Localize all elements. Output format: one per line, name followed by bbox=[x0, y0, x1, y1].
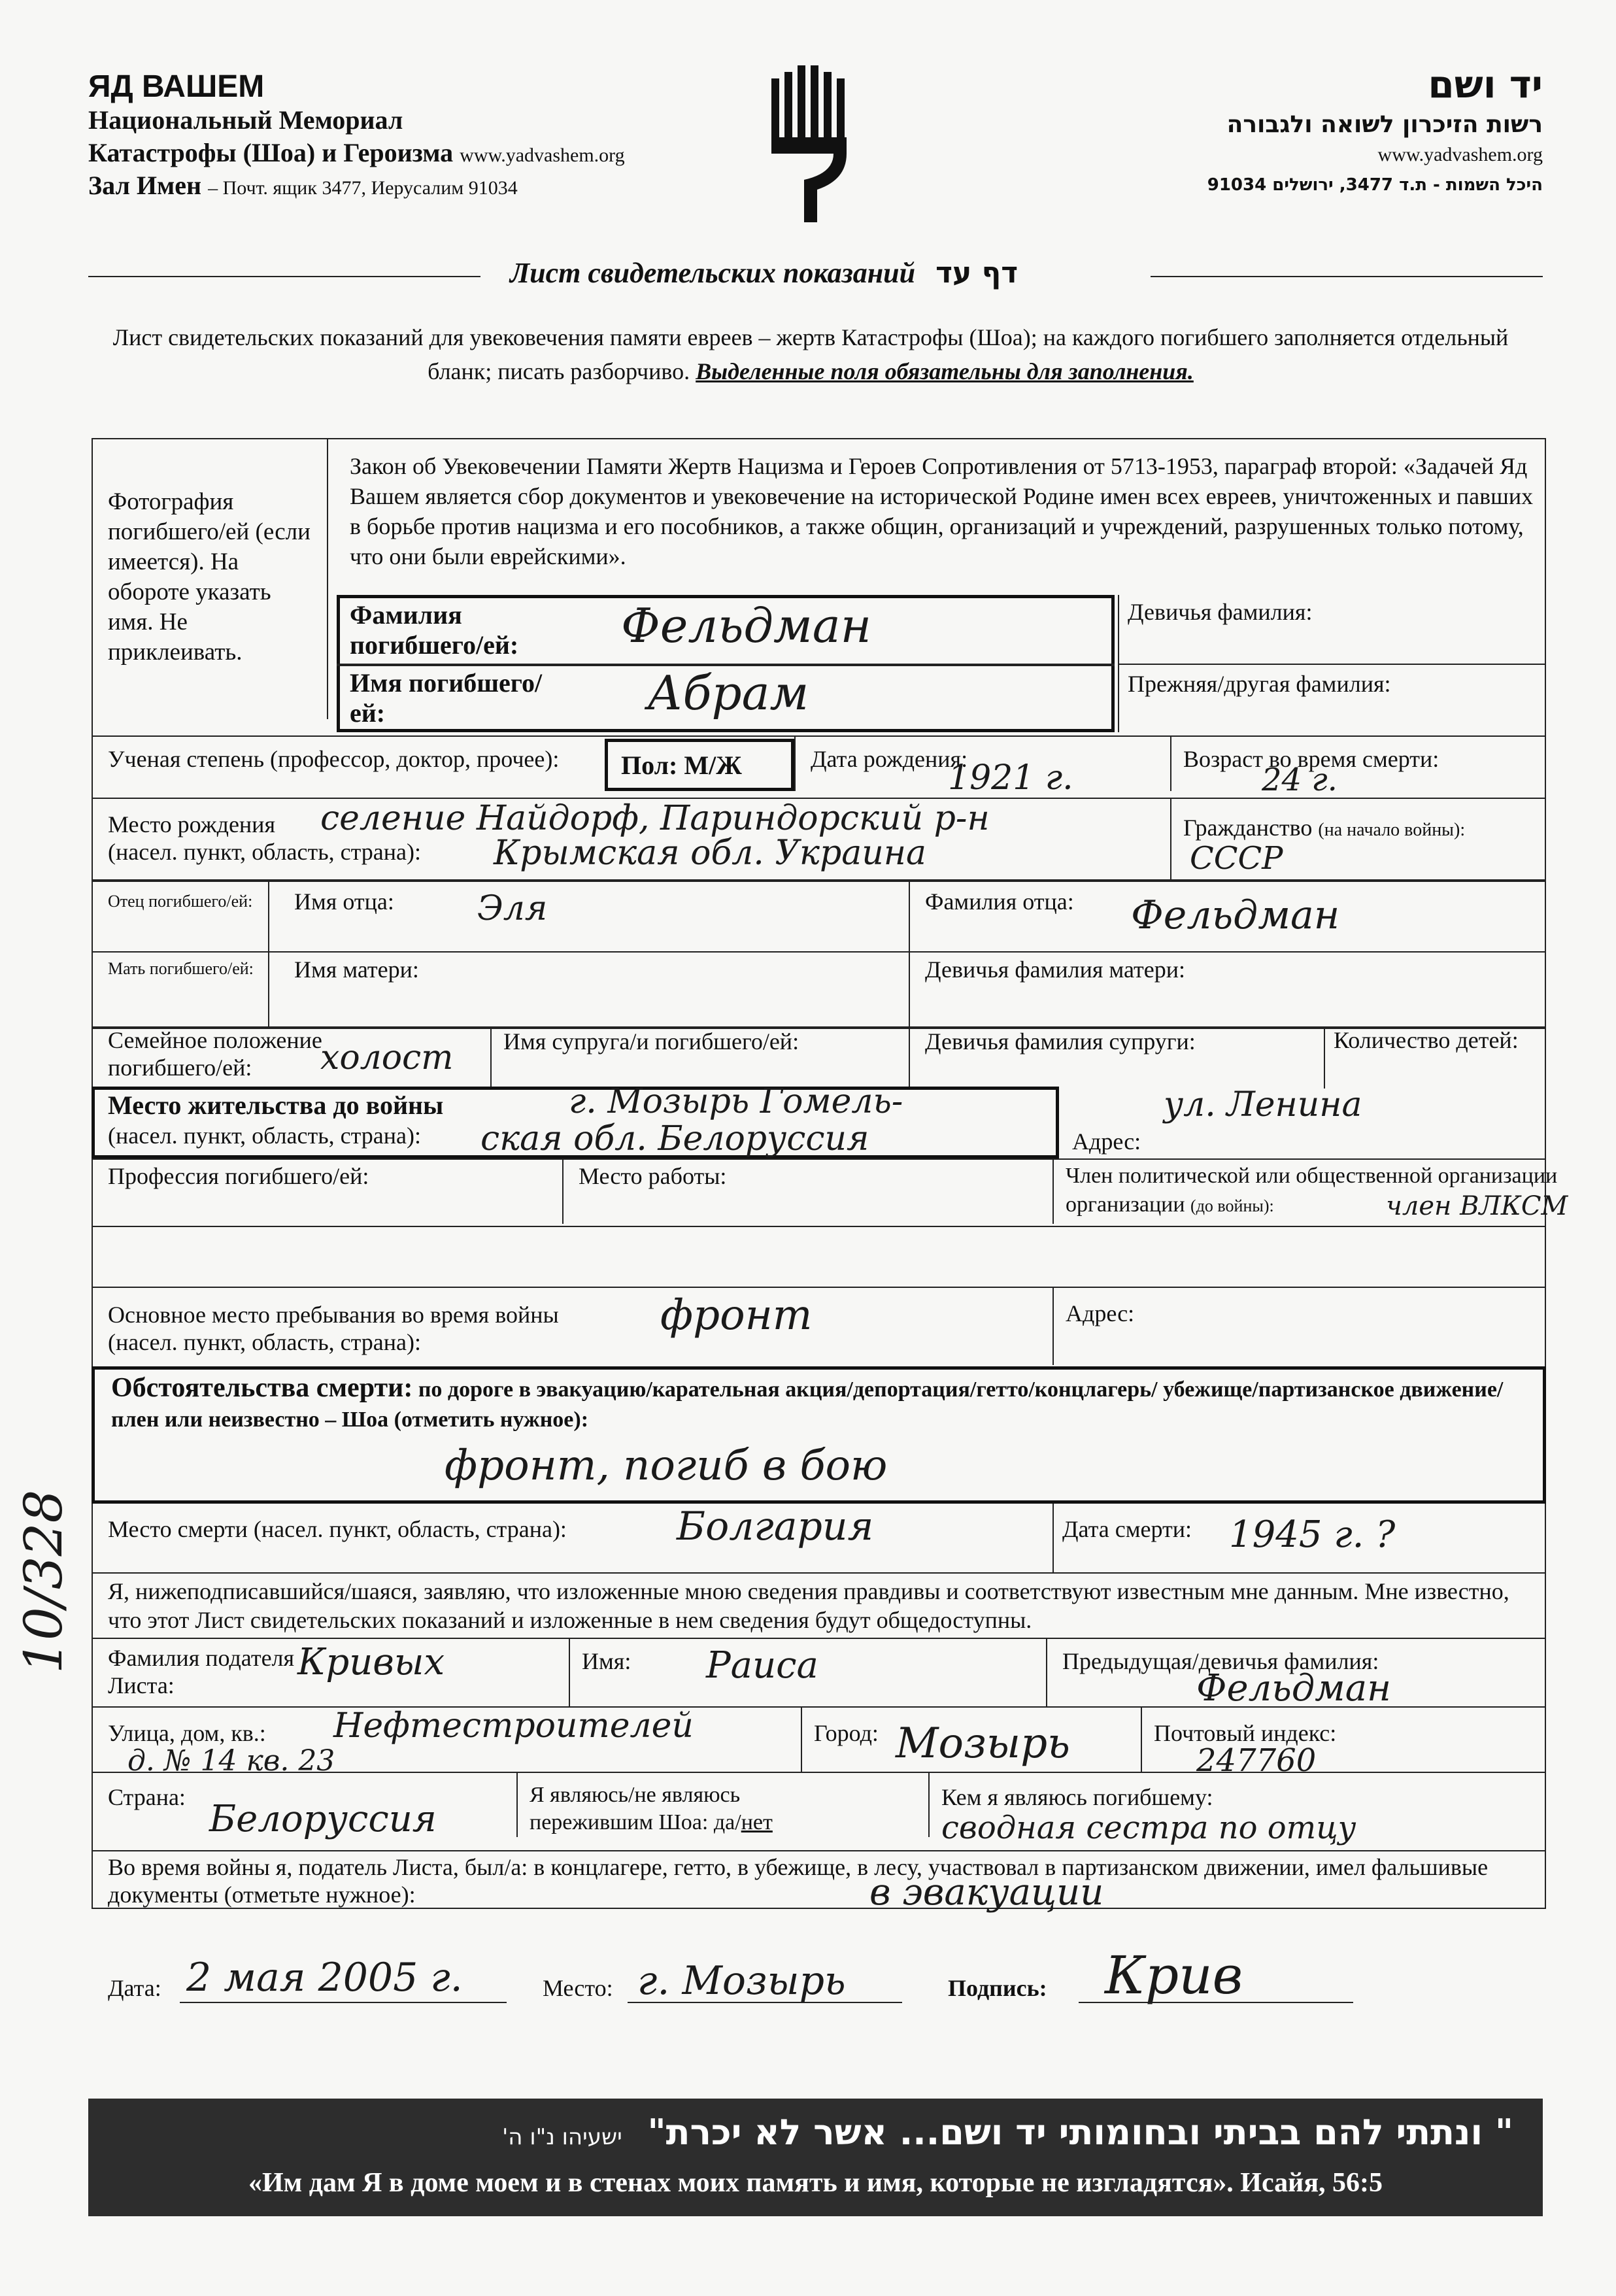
first-name-value[interactable]: Абрам bbox=[647, 666, 809, 720]
wartime-submitter-label: Во время войны я, податель Листа, был/а: в концлагере, гетто, в убежище, в лесу, участвовал в партизанском движении, имел фальшивые документы (отметьте нужное): bbox=[108, 1854, 1489, 1908]
submitter-surname-label: Фамилия подателя Листа: bbox=[108, 1645, 295, 1698]
death-date-value[interactable]: 1945 г. ? bbox=[1229, 1513, 1396, 1556]
surname-label: Фамилия погибшего/ей: bbox=[350, 600, 519, 660]
city-label: Город: bbox=[814, 1720, 879, 1746]
footer-quote-he-text: " ונתתי להם בביתי ובחומותי יד ושם... אשר לא יכרת" bbox=[647, 2112, 1513, 2153]
title-rule-left bbox=[88, 276, 480, 277]
country-value[interactable]: Белоруссия bbox=[209, 1798, 437, 1840]
date-label: Дата: bbox=[108, 1975, 161, 2001]
org-name-ru: ЯД ВАШЕМ bbox=[88, 69, 265, 104]
father-name-label: Имя отца: bbox=[294, 888, 394, 915]
yad-vashem-logo bbox=[765, 65, 856, 229]
death-circ-options: по дороге в эвакуацию/карательная акция/депортация/гетто/концлагерь/ убежище/партизанское движение/плен или неизвестно – Шоа (отметить нужное): bbox=[111, 1377, 1504, 1432]
maiden-row-rule bbox=[1118, 664, 1546, 665]
membership-divider bbox=[1052, 1158, 1054, 1224]
intro-text bbox=[98, 320, 1523, 388]
citizenship-value[interactable]: СССР bbox=[1190, 840, 1283, 877]
spouse-divider bbox=[490, 1026, 492, 1089]
marital-label: Семейное положение погибшего/ей: bbox=[108, 1027, 322, 1081]
city-value[interactable]: Мозырь bbox=[896, 1719, 1070, 1768]
citizenship-divider bbox=[1170, 798, 1171, 879]
row-rule-4 bbox=[92, 951, 1546, 953]
age-value[interactable]: 24 г. bbox=[1262, 762, 1338, 798]
death-circumstances-value[interactable]: фронт, погиб в бою bbox=[445, 1442, 888, 1490]
residence-sub: (насел. пункт, область, страна): bbox=[108, 1123, 422, 1149]
birth-place-value-1[interactable]: селение Найдорф, Париндорский р-н bbox=[320, 799, 990, 838]
survivor-text: Я являюсь/не являюсь пережившим Шоа: bbox=[530, 1783, 741, 1834]
birth-date-value[interactable]: 1921 г. bbox=[948, 758, 1073, 798]
father-surname-label: Фамилия отца: bbox=[925, 888, 1074, 915]
footer-ref-he: ישעיהו נ"ו ה' bbox=[501, 2124, 622, 2150]
relation-label: Кем я являюсь погибшему: bbox=[941, 1784, 1213, 1810]
citizenship-sub: (на начало войны): bbox=[1318, 820, 1466, 840]
age-label: Возраст во время смерти: bbox=[1183, 746, 1439, 772]
membership-sub bbox=[1066, 1191, 1274, 1220]
residence-label: Место жительства до войны bbox=[108, 1090, 444, 1120]
postal-label: Почтовый индекс: bbox=[1154, 1720, 1337, 1746]
mother-name-label: Имя матери: bbox=[294, 956, 419, 983]
photo-box-instructions: Фотография погибшего/ей (если имеется). На обороте указать имя. Не приклеивать. bbox=[108, 488, 311, 666]
residence-value-2[interactable]: ская обл. Белоруссия bbox=[480, 1119, 869, 1158]
submitter-prev-divider bbox=[1046, 1638, 1047, 1706]
street-value-1[interactable]: Нефтестроителей bbox=[333, 1706, 694, 1746]
father-surname-divider bbox=[909, 879, 910, 1026]
signature-value[interactable]: Крив bbox=[1105, 1945, 1243, 2006]
survivor-label bbox=[530, 1781, 856, 1836]
degree-label: Ученая степень (профессор, доктор, прочее): bbox=[108, 746, 560, 772]
city-divider bbox=[801, 1706, 802, 1772]
mother-maiden-label: Девичья фамилия матери: bbox=[925, 956, 1186, 983]
footer-quote-ru: «Им дам Я в доме моем и в стенах моих память и имя, которые не изгладятся». Исайя, 56:5 bbox=[248, 2168, 1383, 2198]
marital-value[interactable]: холост bbox=[320, 1038, 454, 1077]
row-rule-9 bbox=[92, 1572, 1546, 1574]
intro-emphasis: Выделенные поля обязательны для заполнения. bbox=[696, 358, 1194, 384]
wartime-address-divider bbox=[1052, 1287, 1054, 1365]
website-ru: www.yadvashem.org bbox=[460, 144, 625, 166]
title-rule-right bbox=[1151, 276, 1543, 277]
footer-banner bbox=[88, 2099, 1543, 2216]
country-label: Страна: bbox=[108, 1784, 186, 1810]
former-name-label: Прежняя/другая фамилия: bbox=[1128, 671, 1391, 697]
place-underline bbox=[628, 2002, 902, 2003]
birth-place-label: Место рождения bbox=[108, 811, 276, 837]
postal-divider bbox=[1141, 1706, 1142, 1772]
row-rule-1 bbox=[92, 735, 1546, 737]
maiden-name-label: Девичья фамилия: bbox=[1128, 599, 1313, 625]
margin-number: 10/328 bbox=[13, 1489, 74, 1674]
place-value[interactable]: г. Мозырь bbox=[637, 1958, 846, 2004]
submitter-prev-value[interactable]: Фельдман bbox=[1196, 1667, 1391, 1710]
profession-label: Профессия погибшего/ей: bbox=[108, 1163, 369, 1189]
photo-box-divider bbox=[327, 438, 328, 719]
place-label: Место: bbox=[543, 1975, 613, 2001]
residence-value-1[interactable]: г. Мозырь Гомель- bbox=[569, 1082, 903, 1121]
children-label: Количество детей: bbox=[1334, 1027, 1519, 1053]
row-rule-6 bbox=[92, 1158, 1546, 1160]
org-subtitle-he: רשות הזיכרון לשואה ולגבורה bbox=[1226, 111, 1543, 138]
father-name-value[interactable]: Эля bbox=[477, 889, 548, 928]
declaration-text: Я, нижеподписавшийся/шаяся, заявляю, что изложенные мною сведения правдивы и соответствуют известным мне данным. Мне известно, что этот Лист свидетельских показаний и изложенные в нем сведения будут общедоступны. bbox=[108, 1578, 1509, 1633]
form-title bbox=[510, 256, 1018, 290]
death-circ-title: Обстоятельства смерти: bbox=[111, 1373, 413, 1403]
row-rule-3 bbox=[92, 879, 1546, 882]
wartime-address-label: Адрес: bbox=[1066, 1300, 1135, 1326]
death-place-label: Место смерти (насел. пункт, область, страна): bbox=[108, 1516, 567, 1542]
workplace-divider bbox=[562, 1158, 564, 1224]
father-divider bbox=[268, 879, 269, 1026]
wartime-submitter-value[interactable]: в эвакуации bbox=[869, 1871, 1104, 1914]
footer-quote-he bbox=[271, 2112, 1513, 2153]
org-hall bbox=[88, 170, 518, 201]
children-divider bbox=[1324, 1026, 1325, 1089]
surname-value[interactable]: Фельдман bbox=[621, 598, 872, 653]
membership-sub-text: организации bbox=[1066, 1192, 1185, 1217]
website-he: www.yadvashem.org bbox=[1377, 144, 1543, 165]
death-circumstances-text bbox=[111, 1373, 1530, 1435]
age-divider bbox=[1170, 735, 1171, 791]
sex-label: Пол: М/Ж bbox=[621, 751, 742, 780]
postal-address-ru: – Почт. ящик 3477, Иерусалим 91034 bbox=[208, 177, 518, 199]
org-subtitle-2 bbox=[88, 137, 625, 168]
subtitle-2-text: Катастрофы (Шоа) и Героизма bbox=[88, 138, 454, 167]
date-value[interactable]: 2 мая 2005 г. bbox=[186, 1955, 463, 2001]
death-date-label: Дата смерти: bbox=[1062, 1516, 1192, 1542]
wartime-place-value[interactable]: фронт bbox=[660, 1291, 813, 1340]
membership-sub-note: (до войны): bbox=[1190, 1196, 1274, 1215]
birth-date-label: Дата рождения: bbox=[811, 746, 968, 772]
mother-label: Мать погибшего/ей: bbox=[108, 959, 254, 978]
org-subtitle-1: Национальный Мемориал bbox=[88, 105, 403, 135]
spouse-maiden-divider bbox=[909, 1026, 910, 1089]
hall-label: Зал Имен bbox=[88, 171, 202, 200]
law-text: Закон об Увековечении Памяти Жертв Нацизма и Героев Сопротивления от 5713-1953, параграф второй: «Задачей Яд Вашем является сбор документов и увековечение на исторической Родине имен всех евреев, уничтоженных и павших в борьбе против нацизма и его пособников, а также общин, организаций и учреждений, разрушенных только потому, что они были еврейскими». bbox=[350, 453, 1534, 569]
relation-value[interactable]: сводная сестра по отцу bbox=[941, 1810, 1356, 1846]
death-date-divider bbox=[1052, 1504, 1054, 1572]
postal-value[interactable]: 247760 bbox=[1196, 1742, 1317, 1779]
form-title-he: דף עד bbox=[935, 256, 1018, 290]
form-title-ru: Лист свидетельских показаний bbox=[510, 257, 916, 289]
street-value-2[interactable]: д. № 14 кв. 23 bbox=[127, 1744, 335, 1778]
workplace-label: Место работы: bbox=[579, 1163, 727, 1189]
survivor-yes[interactable]: да/ bbox=[713, 1810, 741, 1834]
wartime-place-label: Основное место пребывания во время войны (насел. пункт, область, страна): bbox=[108, 1302, 559, 1355]
spouse-maiden-label: Девичья фамилия супруги: bbox=[925, 1028, 1196, 1055]
submitter-name-value[interactable]: Раиса bbox=[706, 1644, 818, 1687]
birth-place-sub: (насел. пункт, область, страна): bbox=[108, 839, 422, 865]
residence-address-value[interactable]: ул. Ленина bbox=[1164, 1085, 1362, 1124]
row-rule-10 bbox=[92, 1638, 1546, 1639]
org-name-he: יד ושם bbox=[1428, 62, 1543, 107]
row-rule-12 bbox=[92, 1772, 1546, 1773]
spouse-name-label: Имя супруга/и погибшего/ей: bbox=[503, 1028, 800, 1055]
father-surname-value[interactable]: Фельдман bbox=[1131, 892, 1340, 938]
residence-address-label: Адрес: bbox=[1072, 1128, 1141, 1155]
row-rule-7 bbox=[92, 1226, 1546, 1227]
submitter-name-label: Имя: bbox=[582, 1648, 631, 1674]
survivor-no[interactable]: нет bbox=[741, 1810, 773, 1834]
birth-date-divider bbox=[794, 735, 796, 791]
father-label: Отец погибшего/ей: bbox=[108, 892, 253, 911]
submitter-prev-label: Предыдущая/девичья фамилия: bbox=[1062, 1648, 1379, 1674]
survivor-divider bbox=[516, 1772, 518, 1837]
first-name-label: Имя погибшего/ей: bbox=[350, 668, 543, 728]
intro-main: Лист свидетельских показаний для увековечения памяти евреев – жертв Катастрофы (Шоа); на каждого погибшего заполняется отдельный бланк; писать разборчиво. bbox=[112, 324, 1509, 384]
street-label: Улица, дом, кв.: bbox=[108, 1720, 266, 1746]
citizenship-text: Гражданство bbox=[1183, 815, 1313, 841]
row-rule-11 bbox=[92, 1706, 1546, 1708]
death-place-value[interactable]: Болгария bbox=[677, 1504, 874, 1549]
submitter-name-divider bbox=[569, 1638, 570, 1706]
submitter-surname-value[interactable]: Кривых bbox=[297, 1641, 445, 1683]
row-rule-13 bbox=[92, 1850, 1546, 1851]
birth-place-value-2[interactable]: Крымская обл. Украина bbox=[494, 834, 927, 873]
signature-underline bbox=[1079, 2002, 1353, 2003]
address-he: היכל השמות - ת.ד 3477, ירושלים 91034 bbox=[1207, 175, 1543, 195]
membership-value[interactable]: член ВЛКСМ bbox=[1386, 1191, 1568, 1221]
relation-divider bbox=[928, 1772, 930, 1837]
membership-label: Член политической или общественной организации bbox=[1066, 1164, 1558, 1188]
row-rule-8 bbox=[92, 1287, 1546, 1288]
signature-label: Подпись: bbox=[948, 1975, 1047, 2001]
date-underline bbox=[180, 2002, 507, 2003]
